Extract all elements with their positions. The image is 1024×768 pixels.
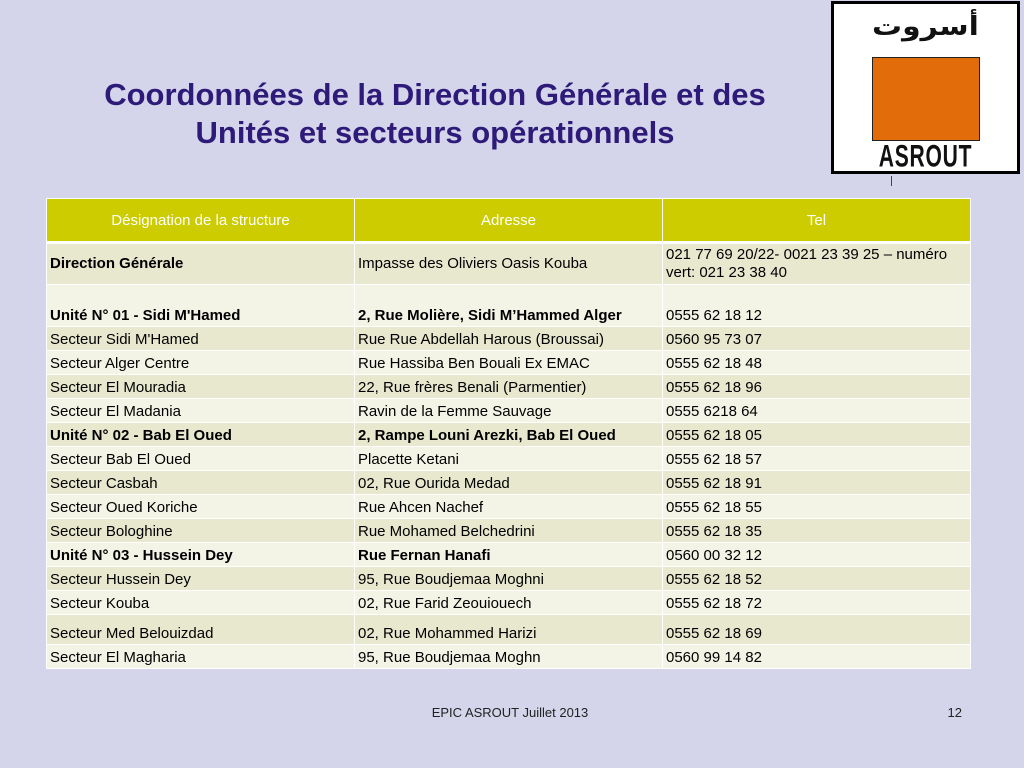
cell-designation: Secteur El Mouradia xyxy=(47,375,355,399)
asrout-logo xyxy=(831,1,1020,174)
table-row xyxy=(47,423,971,447)
table-row xyxy=(47,327,971,351)
cell-designation: Secteur Oued Koriche xyxy=(47,495,355,519)
cell-designation: Secteur El Madania xyxy=(47,399,355,423)
logo-tick-mark xyxy=(891,176,892,186)
cell-adresse: Ravin de la Femme Sauvage xyxy=(355,399,663,423)
cell-tel: 0560 95 73 07 xyxy=(663,327,971,351)
cell-tel: 0555 62 18 69 xyxy=(663,615,971,645)
cell-designation: Secteur Med Belouizdad xyxy=(47,615,355,645)
cell-adresse: 2, Rue Molière, Sidi M’Hammed Alger xyxy=(355,285,663,327)
cell-tel: 0555 62 18 91 xyxy=(663,471,971,495)
table-row xyxy=(47,567,971,591)
cell-adresse: Rue Rue Abdellah Harous (Broussai) xyxy=(355,327,663,351)
table-row xyxy=(47,615,971,645)
logo-latin-text: ASROUT xyxy=(878,138,973,174)
cell-adresse: Rue Ahcen Nachef xyxy=(355,495,663,519)
header-designation: Désignation de la structure xyxy=(47,199,355,243)
cell-adresse: 95, Rue Boudjemaa Moghn xyxy=(355,645,663,669)
cell-designation: Unité N° 02 - Bab El Oued xyxy=(47,423,355,447)
logo-arabic-text: أسروت xyxy=(872,12,979,42)
cell-designation: Direction Générale xyxy=(47,243,355,285)
cell-adresse: 02, Rue Ourida Medad xyxy=(355,471,663,495)
cell-designation: Unité N° 01 - Sidi M'Hamed xyxy=(47,285,355,327)
table-header-row xyxy=(47,199,971,243)
cell-designation: Secteur El Magharia xyxy=(47,645,355,669)
cell-adresse: 22, Rue frères Benali (Parmentier) xyxy=(355,375,663,399)
table-row xyxy=(47,591,971,615)
cell-tel: 021 77 69 20/22- 0021 23 39 25 – numéro vert: 021 23 38 40 xyxy=(663,243,971,285)
cell-adresse: 2, Rampe Louni Arezki, Bab El Oued xyxy=(355,423,663,447)
cell-designation: Secteur Bab El Oued xyxy=(47,447,355,471)
slide-title-line-2: Unités et secteurs opérationnels xyxy=(195,115,675,150)
table-row xyxy=(47,495,971,519)
cell-tel: 0555 62 18 57 xyxy=(663,447,971,471)
cell-tel: 0555 62 18 72 xyxy=(663,591,971,615)
footer-text: EPIC ASROUT Juillet 2013 xyxy=(431,705,589,720)
cell-designation: Secteur Alger Centre xyxy=(47,351,355,375)
cell-adresse: 95, Rue Boudjemaa Moghni xyxy=(355,567,663,591)
cell-tel: 0560 00 32 12 xyxy=(663,543,971,567)
cell-designation: Secteur Bologhine xyxy=(47,519,355,543)
table-row xyxy=(47,399,971,423)
table-row xyxy=(47,351,971,375)
table-row xyxy=(47,375,971,399)
table-row xyxy=(47,447,971,471)
table-row xyxy=(47,471,971,495)
cell-designation: Secteur Kouba xyxy=(47,591,355,615)
page-number: 12 xyxy=(947,705,962,720)
cell-designation: Secteur Casbah xyxy=(47,471,355,495)
header-tel: Tel xyxy=(663,199,971,243)
logo-orange-square xyxy=(872,57,980,141)
cell-designation: Secteur Hussein Dey xyxy=(47,567,355,591)
cell-adresse: Rue Hassiba Ben Bouali Ex EMAC xyxy=(355,351,663,375)
table-row xyxy=(47,519,971,543)
slide-title xyxy=(40,76,830,152)
slide-title-line-1: Coordonnées de la Direction Générale et des xyxy=(104,77,766,112)
cell-tel: 0555 6218 64 xyxy=(663,399,971,423)
header-adresse: Adresse xyxy=(355,199,663,243)
table-row xyxy=(47,645,971,669)
cell-tel: 0555 62 18 05 xyxy=(663,423,971,447)
cell-tel: 0555 62 18 55 xyxy=(663,495,971,519)
table-row xyxy=(47,243,971,285)
cell-tel: 0555 62 18 96 xyxy=(663,375,971,399)
contacts-table xyxy=(46,198,971,669)
table-row xyxy=(47,285,971,327)
cell-designation: Secteur Sidi M'Hamed xyxy=(47,327,355,351)
cell-adresse: Impasse des Oliviers Oasis Kouba xyxy=(355,243,663,285)
cell-adresse: Placette Ketani xyxy=(355,447,663,471)
cell-designation: Unité N° 03 - Hussein Dey xyxy=(47,543,355,567)
cell-tel: 0555 62 18 12 xyxy=(663,285,971,327)
table-row xyxy=(47,543,971,567)
cell-tel: 0555 62 18 35 xyxy=(663,519,971,543)
cell-tel: 0555 62 18 52 xyxy=(663,567,971,591)
cell-tel: 0555 62 18 48 xyxy=(663,351,971,375)
cell-adresse: Rue Mohamed Belchedrini xyxy=(355,519,663,543)
cell-adresse: 02, Rue Farid Zeouiouech xyxy=(355,591,663,615)
cell-tel: 0560 99 14 82 xyxy=(663,645,971,669)
cell-adresse: Rue Fernan Hanafi xyxy=(355,543,663,567)
cell-adresse: 02, Rue Mohammed Harizi xyxy=(355,615,663,645)
